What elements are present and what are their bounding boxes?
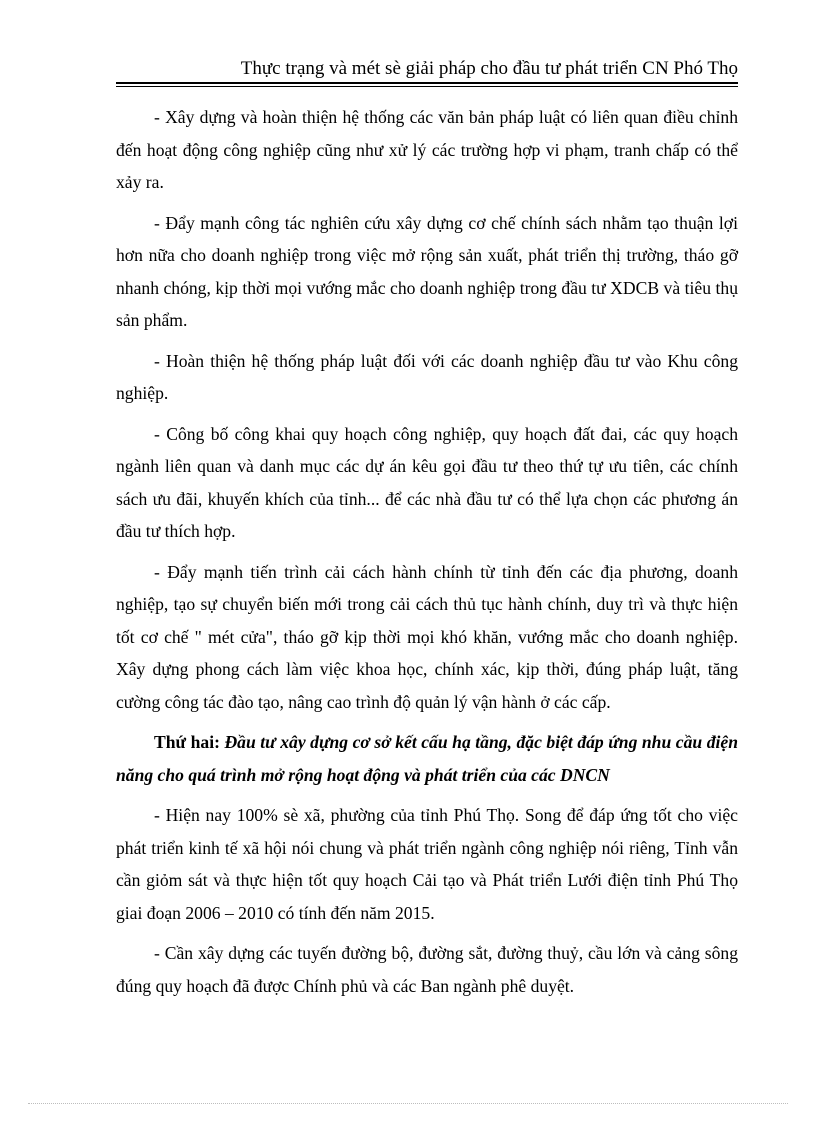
page-header-title: Thực trạng và mét sè giải pháp cho đầu tư phát triển CN Phó Thọ [240, 58, 738, 79]
page-bottom-divider [28, 1103, 788, 1104]
header-rule-thick [116, 82, 738, 84]
paragraph-legal-documents: - Xây dựng và hoàn thiện hệ thống các văn bản pháp luật có liên quan điều chỉnh đến hoạt động công nghiệp cũng như xử lý các trường hợp vi phạm, tranh chấp có thể xảy ra. [116, 107, 738, 192]
heading-lead: Thứ hai: [154, 732, 220, 752]
paragraph-administrative-reform: - Đẩy mạnh tiến trình cải cách hành chính từ tỉnh đến các địa phương, doanh nghiệp, tạo sự chuyển biến mới trong cải cách thủ tục hành chính, duy trì và thực hiện tốt cơ chế " mét cửa", tháo gỡ kịp thời mọi khó khăn, vướng mắc cho doanh nghiệp. Xây dựng phong cách làm việc khoa học, chính xác, kịp thời, đúng pháp luật, tăng cường công tác đào tạo, nâng cao trình độ quản lý vận hành ở các cấp. [116, 561, 738, 712]
section-heading-second [116, 726, 738, 791]
paragraph-public-planning: - Công bố công khai quy hoạch công nghiệp, quy hoạch đất đai, các quy hoạch ngành liên quan và danh mục các dự án kêu gọi đầu tư theo thứ tự ưu tiên, các chính sách ưu đãi, khuyến khích của tỉnh... để các nhà đầu tư có thể lựa chọn các phương án đầu tư thích hợp. [116, 423, 738, 541]
paragraph-policy-research: - Đẩy mạnh công tác nghiên cứu xây dựng cơ chế chính sách nhằm tạo thuận lợi hơn nữa cho doanh nghiệp trong việc mở rộng sản xuất, phát triển thị trường, tháo gỡ nhanh chóng, kịp thời mọi vướng mắc cho doanh nghiệp trong đầu tư XDCB và tiêu thụ sản phẩm. [116, 212, 738, 330]
paragraph-legal-system: - Hoàn thiện hệ thống pháp luật đối với các doanh nghiệp đầu tư vào Khu công nghiệp. [116, 350, 738, 403]
paragraph-electricity: - Hiện nay 100% sè xã, phường của tỉnh Phú Thọ. Song để đáp ứng tốt cho việc phát triển kinh tế xã hội nói chung và phát triển ngành công nghiệp nói riêng, Tỉnh vẫn cần giỏm sát và thực hiện tốt quy hoạch Cải tạo và Phát triển Lưới điện tỉnh Phú Thọ giai đoạn 2006 – 2010 có tính đến năm 2015. [116, 805, 738, 923]
paragraph-transport: - Cần xây dựng các tuyến đường bộ, đường sắt, đường thuỷ, cầu lớn và cảng sông đúng quy hoạch đã được Chính phủ và các Ban ngành phê duyệt. [116, 943, 738, 996]
heading-text: Đầu tư xây dựng cơ sở kết cấu hạ tầng, đặc biệt đáp ứng nhu cầu điện năng cho quá trình mở rộng hoạt động và phát triển của các DNCN [116, 732, 738, 785]
header-rule-thin [116, 86, 738, 87]
document-body [116, 101, 738, 1010]
